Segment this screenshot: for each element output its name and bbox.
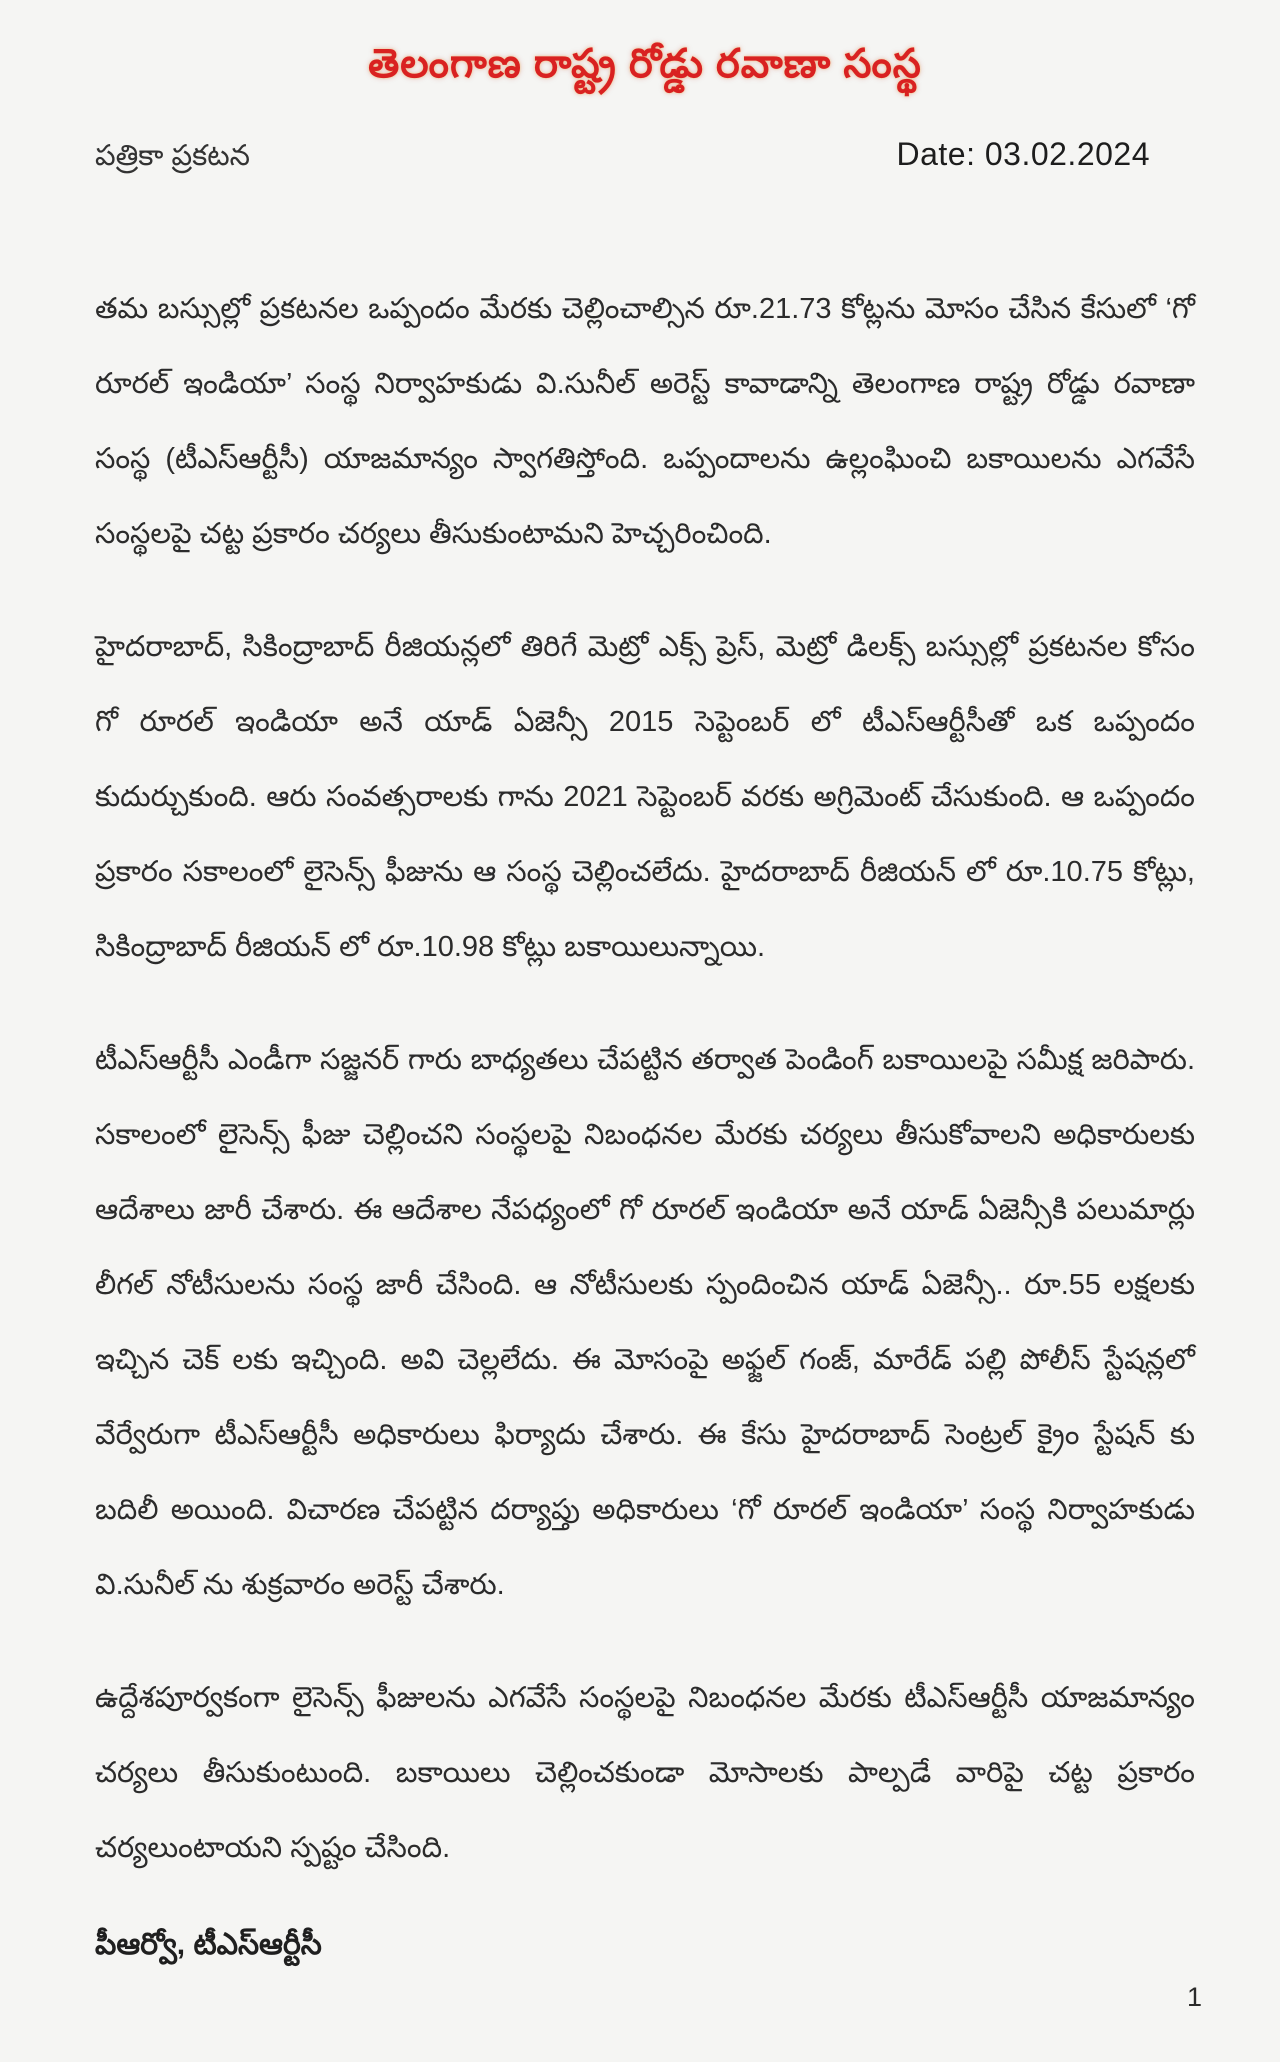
meta-row xyxy=(95,136,1195,180)
press-release-label: పత్రికా ప్రకటన xyxy=(95,140,251,172)
document-title: తెలంగాణ రాష్ట్ర రోడ్డు రవాణా సంస్థ xyxy=(368,42,922,86)
paragraph-3: టీఎస్ఆర్టీసీ ఎండీగా సజ్జనర్ గారు బాధ్యతలు చేపట్టిన తర్వాత పెండింగ్ బకాయిలపై సమీక్ష జరిపారు. సకాలంలో లైసెన్స్ ఫీజు చెల్లించని సంస్థలపై నిబంధనల మేరకు చర్యలు తీసుకోవాలని అధికారులకు ఆదేశాలు జారీ చేశారు. ఈ ఆదేశాల నేపధ్యంలో గో రూరల్ ఇండియా అనే యాడ్ ఏజెన్సీకి పలుమార్లు లీగల్ నోటీసులను సంస్థ జారీ చేసింది. ఆ నోటీసులకు స్పందించిన యాడ్ ఏజెన్సీ.. రూ.55 లక్షలకు ఇచ్చిన చెక్ లకు ఇచ్చింది. అవి చెల్లలేదు. ఈ మోసంపై అఫ్జల్ గంజ్, మారేడ్ పల్లి పోలీస్ స్టేషన్లలో వేర్వేరుగా టీఎస్ఆర్టీసీ అధికారులు ఫిర్యాదు చేశారు. ఈ కేసు హైదరాబాద్ సెంట్రల్ క్రైం స్టేషన్ కు బదిలీ అయింది. విచారణ చేపట్టిన దర్యాప్తు అధికారులు ‘గో రూరల్ ఇండియా’ సంస్థ నిర్వాహకుడు వి.సునీల్ ను శుక్రవారం అరెస్ట్ చేశారు. xyxy=(95,1044,1195,1601)
signature: పీఆర్వో, టీఎస్ఆర్టీసీ xyxy=(95,1928,322,1961)
date-label: Date: 03.02.2024 xyxy=(896,136,1150,172)
document-body xyxy=(95,272,1195,1886)
paragraph-1: తమ బస్సుల్లో ప్రకటనల ఒప్పందం మేరకు చెల్లించాల్సిన రూ.21.73 కోట్లను మోసం చేసిన కేసులో ‘గో రూరల్ ఇండియా’ సంస్థ నిర్వాహకుడు వి.సునీల్ అరెస్ట్ కావాడాన్ని తెలంగాణ రాష్ట్ర రోడ్డు రవాణా సంస్థ (టీఎస్ఆర్టీసీ) యాజమాన్యం స్వాగతిస్తోంది. ఒప్పందాలను ఉల్లంఘించి బకాయిలను ఎగవేసే సంస్థలపై చట్ట ప్రకారం చర్యలు తీసుకుంటామని హెచ్చరించింది. xyxy=(95,293,1195,550)
page-number: 1 xyxy=(1186,1982,1202,2012)
paragraph-4: ఉద్దేశపూర్వకంగా లైసెన్స్ ఫీజులను ఎగవేసే సంస్థలపై నిబంధనల మేరకు టీఎస్ఆర్టీసీ యాజమాన్యం చర్యలు తీసుకుంటుంది. బకాయిలు చెల్లించకుండా మోసాలకు పాల్పడే వారిపై చట్ట ప్రకారం చర్యలుంటాయని స్పష్టం చేసింది. xyxy=(95,1682,1195,1864)
paragraph-2: హైదరాబాద్, సికింద్రాబాద్ రీజియన్లలో తిరిగే మెట్రో ఎక్స్ ప్రెస్, మెట్రో డిలక్స్ బస్సుల్లో ప్రకటనల కోసం గో రూరల్ ఇండియా అనే యాడ్ ఏజెన్సీ 2015 సెప్టెంబర్ లో టీఎస్ఆర్టీసీతో ఒక ఒప్పందం కుదుర్చుకుంది. ఆరు సంవత్సరాలకు గాను 2021 సెప్టెంబర్ వరకు అగ్రిమెంట్ చేసుకుంది. ఆ ఒప్పందం ప్రకారం సకాలంలో లైసెన్స్ ఫీజును ఆ సంస్థ చెల్లించలేదు. హైదరాబాద్ రీజియన్ లో రూ.10.75 కోట్లు, సికింద్రాబాద్ రీజియన్ లో రూ.10.98 కోట్లు బకాయిలున్నాయి. xyxy=(95,631,1195,963)
